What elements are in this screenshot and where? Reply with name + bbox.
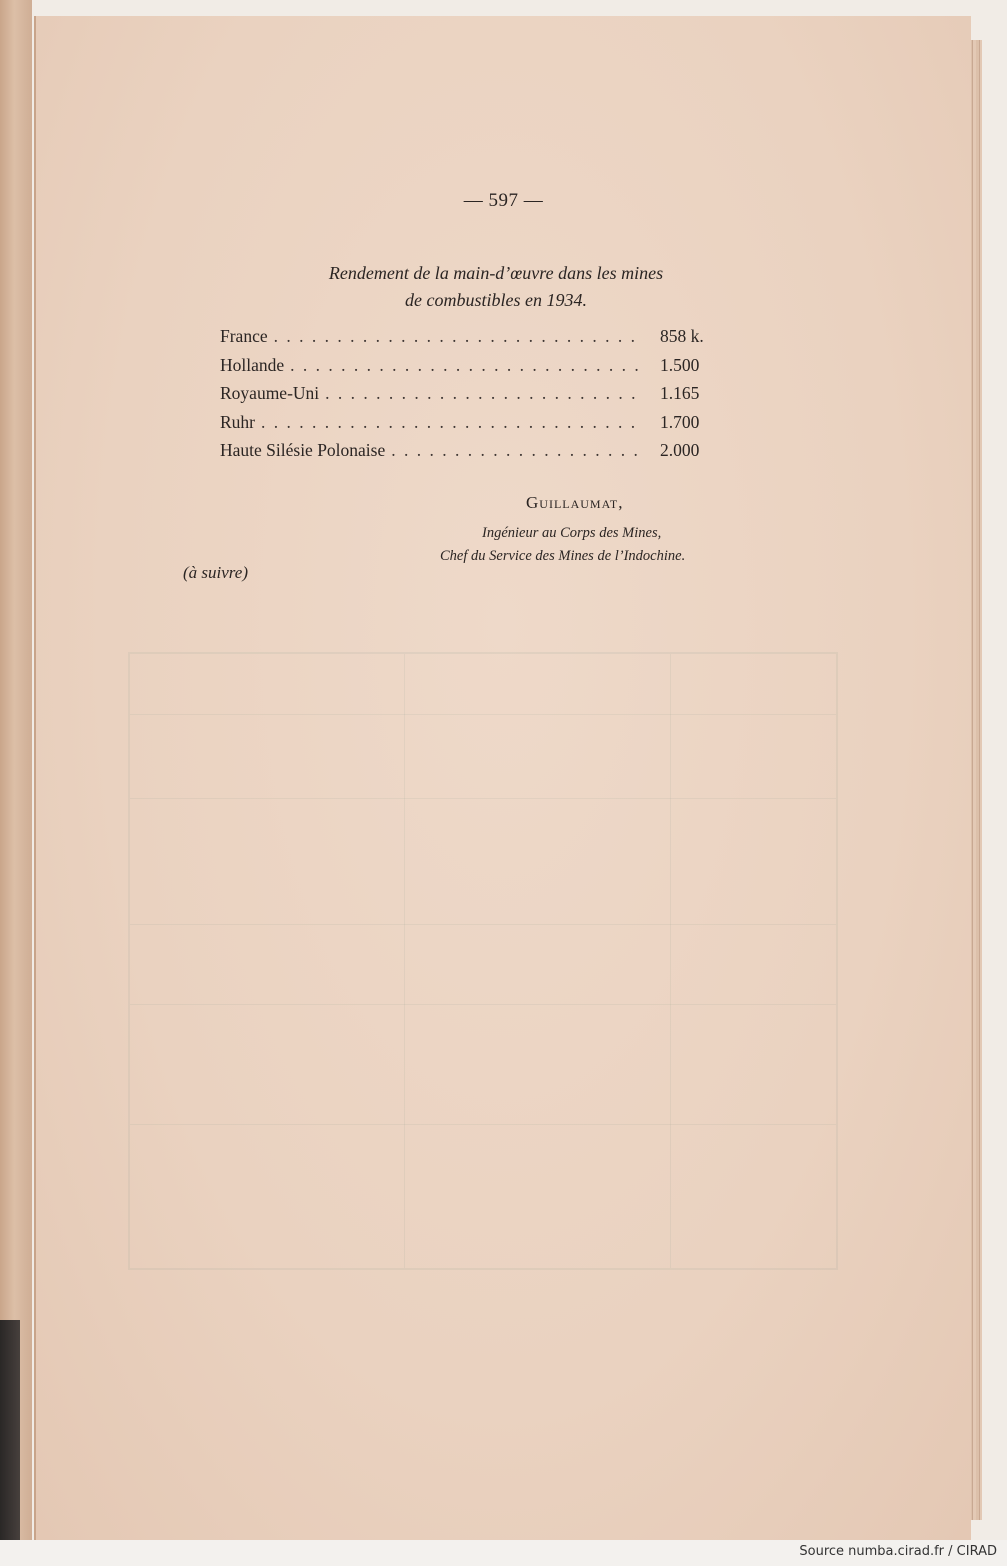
author-title-line-2: Chef du Service des Mines de l’Indochine. bbox=[440, 548, 686, 564]
country-name: Royaume-Uni bbox=[220, 383, 320, 403]
country-name: Haute Silésie Polonaise bbox=[220, 440, 386, 460]
author-signature: Guillaumat, bbox=[526, 493, 624, 512]
leader-dots bbox=[274, 326, 638, 347]
productivity-table bbox=[220, 326, 720, 469]
show-through-table-ghost bbox=[128, 652, 838, 1270]
table-row bbox=[220, 440, 720, 469]
section-title-line-2: de combustibles en 1934. bbox=[405, 290, 587, 310]
section-title-line-1: Rendement de la main-d’œuvre dans les mines bbox=[328, 263, 664, 283]
output-value: 1.500 bbox=[660, 354, 700, 375]
leader-dots bbox=[290, 355, 638, 376]
table-row bbox=[220, 383, 720, 412]
page-number: — 597 — bbox=[463, 190, 544, 211]
leader-dots bbox=[325, 383, 638, 404]
book-binding bbox=[0, 1320, 20, 1540]
country-name: Hollande bbox=[220, 354, 285, 375]
output-value: 1.700 bbox=[660, 411, 700, 432]
previous-page-edge bbox=[0, 0, 32, 1540]
country-name: France bbox=[220, 326, 268, 346]
table-row bbox=[220, 355, 720, 384]
document-page bbox=[34, 16, 971, 1540]
output-value: 2.000 bbox=[660, 440, 700, 460]
output-value: 1.165 bbox=[660, 383, 700, 403]
output-value: 858 k. bbox=[660, 326, 704, 346]
source-credit: Source numba.cirad.fr / CIRAD bbox=[799, 1544, 997, 1559]
leader-dots bbox=[261, 412, 638, 433]
leader-dots bbox=[391, 440, 638, 461]
continued-note: (à suivre) bbox=[183, 563, 248, 582]
table-row bbox=[220, 412, 720, 441]
section-title bbox=[216, 260, 776, 314]
table-row bbox=[220, 326, 720, 355]
country-name: Ruhr bbox=[220, 411, 255, 432]
author-title-line-1: Ingénieur au Corps des Mines, bbox=[482, 525, 662, 541]
